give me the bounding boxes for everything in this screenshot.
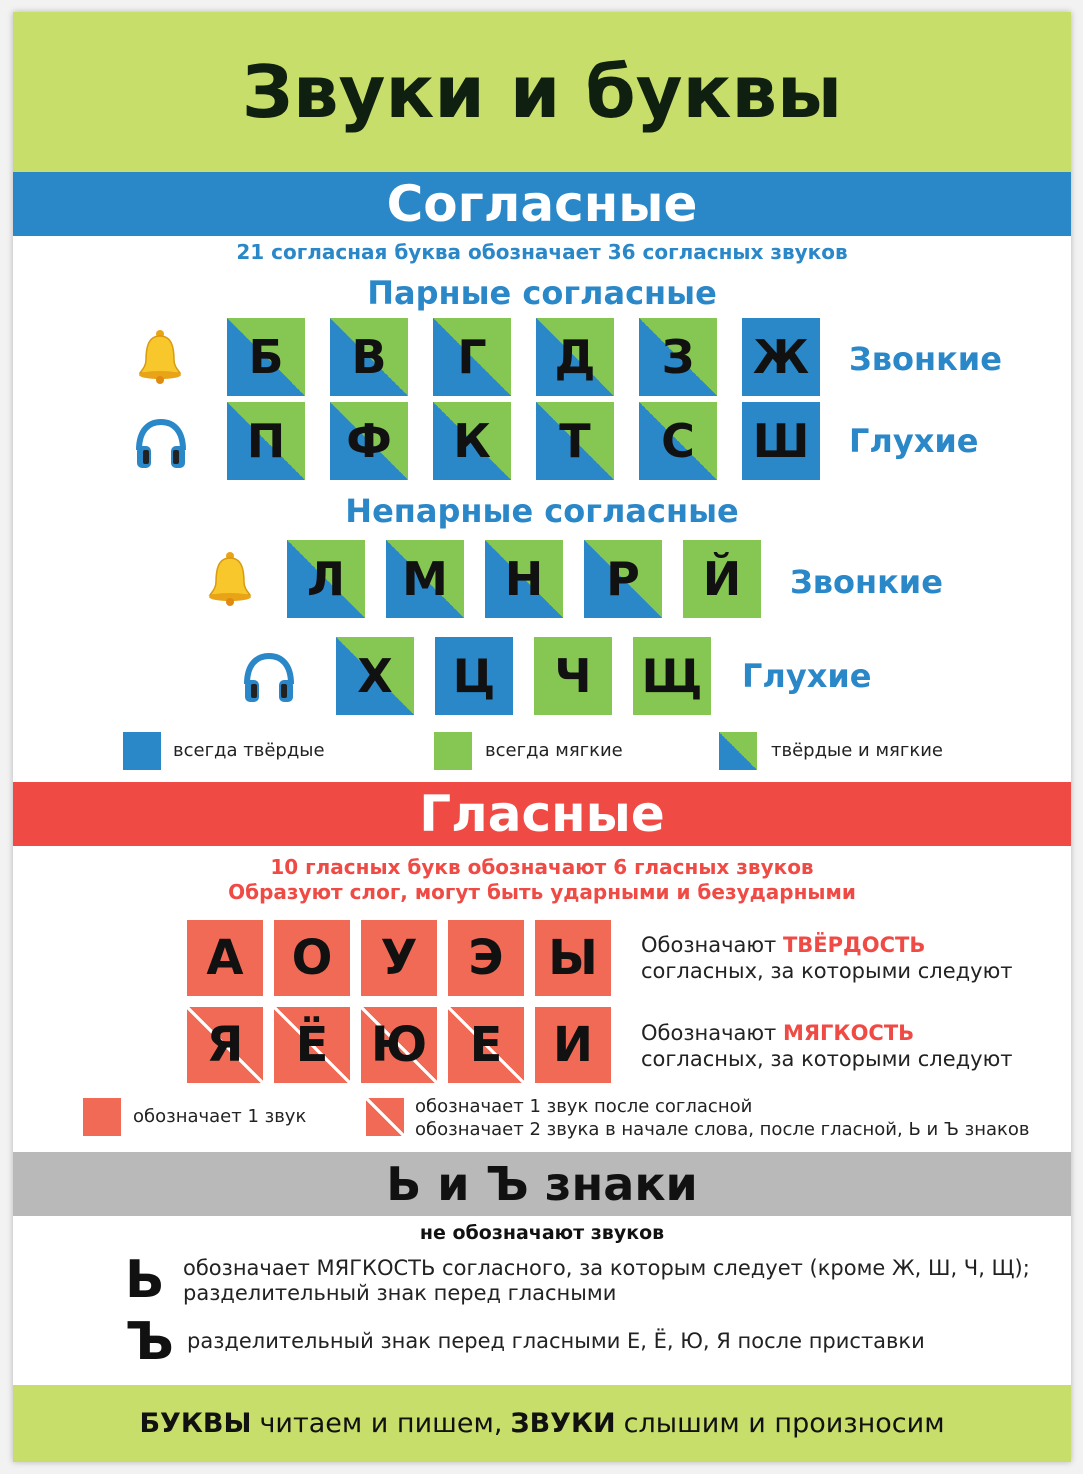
voiced-label: Звонкие: [849, 340, 1002, 378]
letter-tile: Н: [485, 540, 563, 618]
hard-sign-line: разделительный знак перед гласными Е, Ё, Ю, Я после приставки: [187, 1329, 925, 1353]
voiceless-label: Глухие: [849, 422, 979, 460]
voiced-label: Звонкие: [790, 563, 943, 601]
unpaired-heading: Непарные согласные: [345, 492, 739, 530]
vowels-line2: Образуют слог, могут быть ударными и безударными: [228, 880, 856, 904]
letter-tile: Й: [683, 540, 761, 618]
hard-sign-letter: Ъ: [125, 1312, 174, 1372]
soft-sign-letter: Ь: [125, 1250, 165, 1310]
letter-tile: П: [227, 402, 305, 480]
footer-letters-text: читаем и пишем,: [259, 1408, 503, 1439]
vowel-tile: Ё: [274, 1007, 350, 1083]
vowels-heading: Гласные: [13, 782, 1071, 846]
signs-subtitle: не обозначают звуков: [419, 1222, 665, 1244]
soft-sign-line1: обозначает МЯГКОСТЬ согласного, за которым следует (кроме Ж, Ш, Ч, Щ);: [183, 1256, 1030, 1280]
desc-prefix: Обозначают: [641, 933, 777, 957]
letter-tile: Ф: [330, 402, 408, 480]
letter-tile: М: [386, 540, 464, 618]
desc-keyword: ТВЁРДОСТЬ: [782, 933, 926, 957]
letter-tile: Л: [287, 540, 365, 618]
soft-sign-line2: разделительный знак перед гласными: [183, 1281, 617, 1305]
legend-hard-swatch: [123, 732, 161, 770]
paired-heading: Парные согласные: [367, 274, 717, 312]
vowel-tile: Э: [448, 920, 524, 996]
legend-soft-text: всегда мягкие: [485, 740, 623, 761]
vowel-tile: Я: [187, 1007, 263, 1083]
vowel-tile: О: [274, 920, 350, 996]
letter-tile: К: [433, 402, 511, 480]
vowel-tile: А: [187, 920, 263, 996]
letter-tile: Д: [536, 318, 614, 396]
letter-tile: Щ: [633, 637, 711, 715]
vowel-tile: Е: [448, 1007, 524, 1083]
desc-prefix: Обозначают: [641, 1021, 777, 1045]
legend-soft-swatch: [434, 732, 472, 770]
bell-icon: [137, 328, 183, 384]
page-title: Звуки и буквы: [13, 12, 1071, 172]
letter-tile: Х: [336, 637, 414, 715]
vowel-tile: И: [535, 1007, 611, 1083]
vowel-tile: У: [361, 920, 437, 996]
desc-suffix: согласных, за которыми следуют: [641, 959, 1013, 983]
desc-suffix: согласных, за которыми следуют: [641, 1047, 1013, 1071]
poster: [13, 12, 1071, 1462]
letter-tile: Г: [433, 318, 511, 396]
letter-tile: Ц: [435, 637, 513, 715]
legend-both-swatch: [719, 732, 757, 770]
legend-two-sounds-line1: обозначает 1 звук после согласной: [415, 1096, 753, 1117]
footer: [13, 1385, 1071, 1462]
legend-two-sounds-line2: обозначает 2 звука в начале слова, после гласной, Ь и Ъ знаков: [415, 1119, 1030, 1140]
vowel-tile: Ы: [535, 920, 611, 996]
letter-tile: Ч: [534, 637, 612, 715]
footer-sounds-word: ЗВУКИ: [510, 1408, 616, 1439]
vowel-tile: Ю: [361, 1007, 437, 1083]
consonants-heading: Согласные: [13, 172, 1071, 236]
letter-tile: В: [330, 318, 408, 396]
legend-one-sound-text: обозначает 1 звук: [133, 1106, 307, 1127]
footer-sounds-text: слышим и произносим: [623, 1408, 945, 1439]
vowels-line1: 10 гласных букв обозначают 6 гласных звуков: [270, 855, 814, 879]
bell-icon: [207, 550, 253, 606]
signs-heading: Ь и Ъ знаки: [13, 1152, 1071, 1216]
letter-tile: Ж: [742, 318, 820, 396]
soft-vowels-description: [641, 1020, 1013, 1072]
letter-tile: Ш: [742, 402, 820, 480]
voiceless-label: Глухие: [742, 657, 872, 695]
legend-hard-text: всегда твёрдые: [173, 740, 325, 761]
legend-both-text: твёрдые и мягкие: [771, 740, 943, 761]
consonants-subtitle: 21 согласная буква обозначает 36 согласных звуков: [236, 240, 848, 264]
legend-one-sound-swatch: [83, 1098, 121, 1136]
letter-tile: Т: [536, 402, 614, 480]
letter-tile: С: [639, 402, 717, 480]
letter-tile: Б: [227, 318, 305, 396]
headphones-icon: [241, 650, 297, 704]
footer-letters-word: БУКВЫ: [139, 1408, 252, 1439]
desc-keyword: МЯГКОСТЬ: [782, 1021, 915, 1045]
headphones-icon: [133, 416, 189, 470]
letter-tile: З: [639, 318, 717, 396]
hard-vowels-description: [641, 932, 1013, 984]
letter-tile: Р: [584, 540, 662, 618]
legend-two-sounds-swatch: [366, 1098, 404, 1136]
